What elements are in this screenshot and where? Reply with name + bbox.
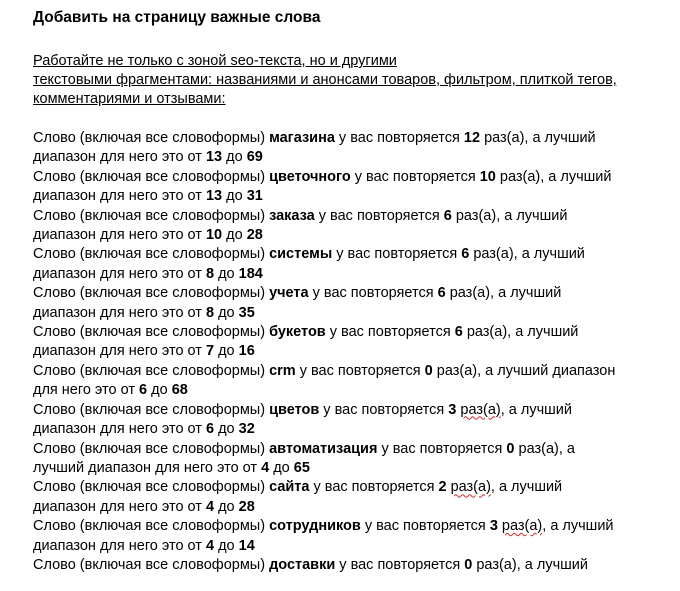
keyword-item: Слово (включая все словоформы) учета у вас повторяется 6 раз(а), а лучший диапазон для него это от 8 до 35	[33, 285, 562, 321]
keyword: crm	[269, 362, 296, 379]
repeat-count: 6	[454, 324, 463, 341]
range-from: 10	[205, 227, 223, 244]
keyword: системы	[269, 246, 333, 263]
range-from: 4	[205, 537, 215, 554]
range-from: 4	[205, 498, 215, 515]
keyword-item: Слово (включая все словоформы) сотрудников у вас повторяется 3 раз(а), а лучший диапазон для него это от 4 до 14	[33, 518, 614, 554]
range-from: 6	[205, 421, 215, 438]
range-to: 35	[238, 304, 255, 321]
keyword-item: Слово (включая все словоформы) магазина у вас повторяется 12 раз(а), а лучший диапазон для него это от 13 до 69	[33, 130, 596, 166]
intro-paragraph	[33, 52, 633, 109]
range-from: 13	[205, 188, 223, 205]
keyword: заказа	[269, 207, 315, 224]
repeat-count: 3	[489, 518, 498, 535]
keyword: автоматизация	[269, 440, 378, 457]
repeat-count: 6	[461, 246, 470, 263]
page-title: Добавить на страницу важные слова	[33, 9, 321, 26]
keyword: цветочного	[269, 168, 351, 185]
repeat-count: 12	[463, 130, 481, 146]
range-from: 6	[139, 382, 148, 399]
range-to: 69	[246, 149, 263, 166]
spellcheck-mark: раз(а)	[501, 518, 543, 535]
range-to: 65	[293, 459, 310, 476]
keyword-item: Слово (включая все словоформы) букетов у вас повторяется 6 раз(а), а лучший диапазон для него это от 7 до 16	[33, 324, 579, 360]
keyword: учета	[269, 285, 309, 302]
repeat-count: 6	[437, 285, 446, 302]
keyword-item: Слово (включая все словоформы) заказа у вас повторяется 6 раз(а), а лучший диапазон для него это от 10 до 28	[33, 207, 568, 244]
range-from: 13	[205, 149, 223, 166]
keyword: магазина	[269, 130, 335, 146]
keyword: букетов	[269, 324, 326, 341]
repeat-count: 0	[464, 556, 473, 573]
repeat-count: 0	[506, 440, 515, 457]
keyword: сайта	[269, 479, 310, 496]
keyword: сотрудников	[269, 518, 361, 535]
repeat-count: 3	[448, 401, 457, 418]
repeat-count: 6	[443, 207, 452, 224]
range-to: 16	[238, 343, 255, 360]
keyword-item: Слово (включая все словоформы) crm у вас повторяется 0 раз(а), а лучший диапазон для него это от 6 до 68	[33, 362, 616, 399]
range-to: 31	[246, 188, 263, 205]
range-from: 4	[261, 459, 270, 476]
intro-line: Работайте не только с зоной seo-текста, но и другими	[33, 53, 397, 69]
repeat-count: 0	[424, 362, 433, 379]
intro-line: комментариями и отзывами:	[33, 91, 226, 107]
range-to: 14	[238, 537, 255, 554]
keyword-item: Слово (включая все словоформы) системы у вас повторяется 6 раз(а), а лучший диапазон для него это от 8 до 184	[33, 246, 585, 282]
range-to: 32	[238, 421, 255, 438]
intro-line: текстовыми фрагментами: названиями и анонсами товаров, фильтром, плиткой тегов,	[33, 72, 617, 88]
range-from: 8	[205, 265, 215, 282]
keyword-item: Слово (включая все словоформы) доставки у вас повторяется 0 раз(а), а лучший	[33, 556, 588, 573]
range-to: 28	[246, 227, 263, 244]
keyword-item: Слово (включая все словоформы) автоматизация у вас повторяется 0 раз(а), а лучший диапазон для него это от 4 до 65	[33, 440, 575, 476]
repeat-count: 10	[479, 168, 496, 185]
repeat-count: 2	[438, 479, 447, 496]
keyword-item: Слово (включая все словоформы) сайта у вас повторяется 2 раз(а), а лучший диапазон для него это от 4 до 28	[33, 479, 563, 515]
range-from: 7	[205, 343, 215, 360]
keyword: цветов	[269, 401, 320, 418]
range-to: 28	[238, 498, 255, 515]
range-to: 184	[238, 265, 263, 282]
spellcheck-mark: раз(а)	[450, 479, 491, 496]
range-to: 68	[171, 382, 188, 399]
keyword-list	[33, 129, 633, 575]
keyword-item: Слово (включая все словоформы) цветочного у вас повторяется 10 раз(а), а лучший диапазон для него это от 13 до 31	[33, 168, 612, 205]
spellcheck-mark: раз(а)	[460, 401, 501, 418]
range-from: 8	[205, 304, 215, 321]
keyword-item: Слово (включая все словоформы) цветов у вас повторяется 3 раз(а), а лучший диапазон для него это от 6 до 32	[33, 401, 572, 438]
keyword: доставки	[269, 556, 336, 573]
